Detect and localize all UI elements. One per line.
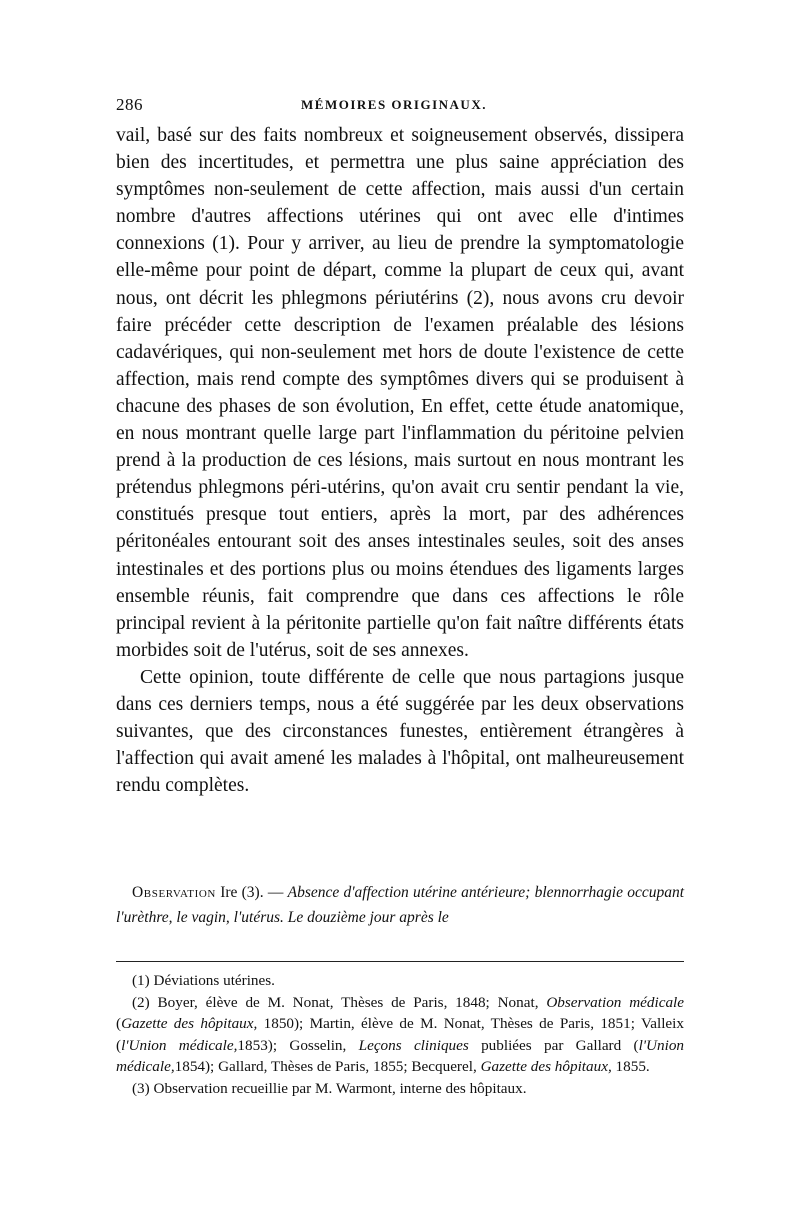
footnote-2-part: 1850); Martin, élève de M. Nonat, Thèses de Paris, 1851; Valleix ( xyxy=(116,1015,684,1054)
paragraph-opinion: Cette opinion, toute différente de celle que nous partagions jusque dans ces derniers temps, nous a été suggérée par les deux observations suivantes, que des circonstances funestes, entièrement étrangères à l'affection qui avait amené les malades à l'hôpital, ont malheureusement rendu complètes. xyxy=(116,666,684,797)
footnote-2-part: ( xyxy=(116,1015,122,1033)
footnote-2-italic: Gazette des hôpitaux, xyxy=(121,1015,258,1033)
observation-heading xyxy=(116,880,684,930)
page-number: 286 xyxy=(116,95,143,114)
footnote-2-part: (2) Boyer, élève de M. Nonat, Thèses de Paris, 1848; Nonat, xyxy=(132,993,539,1011)
running-title: MÉMOIRES ORIGINAUX. xyxy=(301,97,487,112)
footnote-2-part: 1853); Gosselin, xyxy=(237,1036,347,1054)
paragraph-continued: vail, basé sur des faits nombreux et soigneusement observés, dissipera bien des incertitudes, et permettra une plus saine appréciation des symptômes non-seulement de cette affection, mais aussi d'un certain nombre d'autres affections utérines qui ont avec elle d'intimes connexions (1). Pour y arriver, au lieu de prendre la symptomatologie elle-même pour point de départ, comme la plupart de ceux qui, avant nous, ont décrit les phlegmons périutérins (2), nous avons cru devoir faire précéder cette description de l'examen préalable des lésions cadavériques, qui non-seulement met hors de doute l'existence de cette affection, mais rend compte des symptômes divers qui se produisent à chacune des phases de son évolution, En effet, cette étude anatomique, en nous montrant quelle large part l'inflammation du péritoine pelvien prend à la production de ces lésions, mais surtout en nous montrant les prétendus phlegmons péri-utérins, qu'on avait cru sentir pendant la vie, constitués presque tout entiers, après la mort, par des adhérences péritonéales entourant soit des anses intestinales seules, soit des anses intestinales et des portions plus ou moins étendues des ligaments larges ensemble réunis, fait comprendre que dans ces affections le rôle principal revient à la péritonite partielle qu'on fait naître différents états morbides soit de l'utérus, soit de ses annexes. xyxy=(116,125,684,661)
footnote-2-italic: Leçons cliniques xyxy=(358,1036,469,1054)
footnote-2-italic: l'Union médicale, xyxy=(116,1036,685,1076)
observation-number: Ire (3). xyxy=(220,884,264,901)
footnote-2-part: 1854); Gallard, Thèses de Paris, 1855; Becquerel, xyxy=(174,1058,477,1076)
observation-dash: — xyxy=(267,884,284,901)
footnote-2-part: publiées par Gallard ( xyxy=(481,1036,639,1054)
footnotes xyxy=(116,970,684,1100)
footnote-divider xyxy=(116,961,684,962)
footnote-2-italic: l'Union médicale, xyxy=(121,1036,238,1054)
footnote-1: (1) Déviations utérines. xyxy=(132,972,275,989)
observation-label: Observation xyxy=(132,884,216,901)
footnote-3: (3) Observation recueillie par M. Warmont, interne des hôpitaux. xyxy=(132,1079,527,1097)
footnote-2-italic: Observation médicale xyxy=(546,993,685,1011)
footnote-2-part: 1855. xyxy=(615,1058,650,1076)
observation-text: Absence d'affection utérine antérieure; blennorrhagie occupant l'urèthre, le vagin, l'utérus. Le douzième jour après le xyxy=(116,884,685,926)
running-head xyxy=(116,95,684,117)
main-text xyxy=(116,122,684,799)
footnote-2-italic: Gazette des hôpitaux, xyxy=(480,1058,612,1076)
footnote-2 xyxy=(116,992,684,1078)
